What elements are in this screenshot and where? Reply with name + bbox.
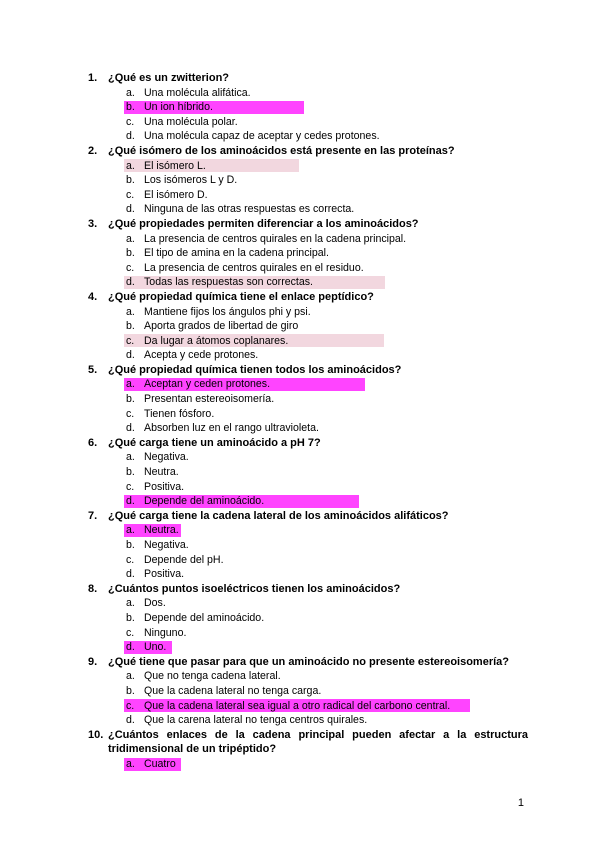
option-letter: d. [126,422,135,435]
option-2d [88,202,528,217]
question-text: ¿Qué isómero de los aminoácidos está presente en las proteínas? [108,144,455,157]
question-10 [88,728,528,757]
option-text: Ninguno. [144,626,187,639]
option-text: Depende del aminoácido. [144,495,265,508]
question-text [108,728,528,757]
option-letter: a. [126,524,135,537]
question-9 [88,655,528,670]
page-number: 1 [517,797,524,809]
question-text-line-2: tridimensional de un tripéptido? [108,743,277,756]
question-number: 9. [88,655,98,668]
option-text: Un ion híbrido. [144,101,213,114]
option-6a [88,450,528,465]
option-3b [88,246,528,261]
option-letter: a. [126,159,135,172]
option-letter: b. [126,611,135,624]
option-8a [88,596,528,611]
option-8d [88,640,528,655]
question-number: 8. [88,582,98,595]
option-letter: a. [126,86,135,99]
option-text: La presencia de centros quirales en el residuo. [144,261,364,274]
option-2b [88,173,528,188]
option-letter: a. [126,378,135,391]
option-letter: d. [126,568,135,581]
option-4b [88,319,528,334]
option-text: Depende del aminoácido. [144,611,265,624]
option-8c [88,626,528,641]
question-text: ¿Qué propiedad química tienen todos los aminoácidos? [108,363,402,376]
option-1d [88,129,528,144]
question-text: ¿Qué carga tiene la cadena lateral de los aminoácidos alifáticos? [108,509,449,522]
option-text: Que no tenga cadena lateral. [144,670,281,683]
option-letter: a. [126,232,135,245]
option-text: Todas las respuestas son correctas. [144,276,313,289]
option-letter: a. [126,597,135,610]
option-7c [88,553,528,568]
option-letter: d. [126,495,135,508]
question-5 [88,363,528,378]
option-text: El isómero L. [144,159,206,172]
option-text: Los isómeros L y D. [144,174,238,187]
option-letter: c. [126,261,135,274]
question-list [88,71,528,772]
question-1 [88,71,528,86]
question-number: 7. [88,509,98,522]
option-text: Presentan estereoisomería. [144,393,275,406]
option-letter: b. [126,174,135,187]
option-letter: c. [126,115,135,128]
option-letter: d. [126,203,135,216]
question-number: 1. [88,72,98,84]
option-2a [88,159,528,174]
option-7b [88,538,528,553]
option-text: Tienen fósforo. [144,407,215,420]
option-9c [88,699,528,714]
option-text: Aporta grados de libertad de giro [144,320,299,333]
option-letter: a. [126,757,135,770]
question-number: 5. [88,363,98,376]
option-4d [88,348,528,363]
option-text: El isómero D. [144,188,208,201]
option-letter: c. [126,407,135,420]
option-text: Da lugar a átomos coplanares. [144,334,289,347]
option-1c [88,115,528,130]
option-7a [88,523,528,538]
option-text: Depende del pH. [144,553,224,566]
option-text: Positiva. [144,568,185,581]
question-text: ¿Qué tiene que pasar para que un aminoácido no presente estereoisomería? [108,655,510,668]
option-text: Negativa. [144,451,189,464]
option-text: El tipo de amina en la cadena principal. [144,247,329,260]
option-letter: c. [126,699,135,712]
option-6c [88,480,528,495]
option-letter: b. [126,320,135,333]
option-text: Absorben luz en el rango ultravioleta. [144,422,319,435]
question-number: 10. [88,728,104,741]
question-6 [88,436,528,451]
option-letter: b. [126,684,135,697]
question-text-line-1: ¿Cuántos enlaces de la cadena principal pueden afectar a la estructura [108,728,528,741]
option-5d [88,421,528,436]
option-text: Acepta y cede protones. [144,349,259,362]
option-text: Ninguna de las otras respuestas es correcta. [144,203,355,216]
option-letter: d. [126,276,135,289]
option-text: Que la cadena lateral sea igual a otro radical del carbono central. [144,699,451,712]
option-text: Uno. [144,641,167,654]
option-7d [88,567,528,582]
option-text: Negativa. [144,539,189,551]
option-letter: a. [126,451,135,464]
option-5a [88,377,528,392]
option-4c [88,334,528,349]
question-number: 4. [88,290,98,303]
option-text: Una molécula capaz de aceptar y cedes protones. [144,130,380,143]
option-text: Una molécula polar. [144,115,238,128]
option-letter: d. [126,130,135,143]
option-letter: b. [126,393,135,406]
option-2c [88,188,528,203]
option-letter: d. [126,641,135,654]
option-text: Que la carena lateral no tenga centros quirales. [144,714,368,727]
option-letter: b. [126,466,135,479]
question-2 [88,144,528,159]
question-number: 2. [88,144,98,157]
option-8b [88,611,528,626]
question-text: ¿Qué carga tiene un aminoácido a pH 7? [108,436,321,449]
option-9d [88,713,528,728]
question-text: ¿Cuántos puntos isoeléctricos tienen los aminoácidos? [108,582,401,595]
option-text: La presencia de centros quirales en la cadena principal. [144,232,407,245]
option-3a [88,232,528,247]
option-5b [88,392,528,407]
option-1b [88,100,528,115]
question-number: 3. [88,217,98,230]
option-6d [88,494,528,509]
option-4a [88,305,528,320]
question-8 [88,582,528,597]
option-text: Neutra. [144,466,179,479]
option-text: Dos. [144,597,166,610]
option-letter: d. [126,714,135,727]
option-letter: c. [126,553,135,566]
question-text: ¿Qué propiedades permiten diferenciar a los aminoácidos? [108,217,419,230]
option-letter: a. [126,670,135,683]
option-3c [88,261,528,276]
option-5c [88,407,528,422]
option-text: Una molécula alifática. [144,86,251,99]
option-letter: d. [126,349,135,362]
option-letter: c. [126,626,135,639]
option-letter: b. [126,539,135,551]
question-3 [88,217,528,232]
option-letter: c. [126,334,135,347]
option-text: Que la cadena lateral no tenga carga. [144,684,322,697]
option-text: Mantiene fijos los ángulos phi y psi. [144,305,311,318]
question-7 [88,509,528,524]
option-letter: a. [126,305,135,318]
option-letter: b. [126,247,135,260]
option-10a [88,757,528,772]
question-text: ¿Qué propiedad química tiene el enlace peptídico? [108,290,374,303]
option-letter: c. [126,480,135,493]
option-6b [88,465,528,480]
option-text: Positiva. [144,480,185,493]
option-letter: c. [126,188,135,201]
question-number: 6. [88,436,98,449]
question-4 [88,290,528,305]
option-text: Cuatro [144,757,176,770]
question-text: ¿Qué es un zwitterion? [108,72,230,84]
option-9a [88,669,528,684]
option-text: Neutra. [144,524,179,537]
option-9b [88,684,528,699]
option-3d [88,275,528,290]
option-1a [88,86,528,101]
option-letter: b. [126,101,135,114]
option-text: Aceptan y ceden protones. [144,378,271,391]
